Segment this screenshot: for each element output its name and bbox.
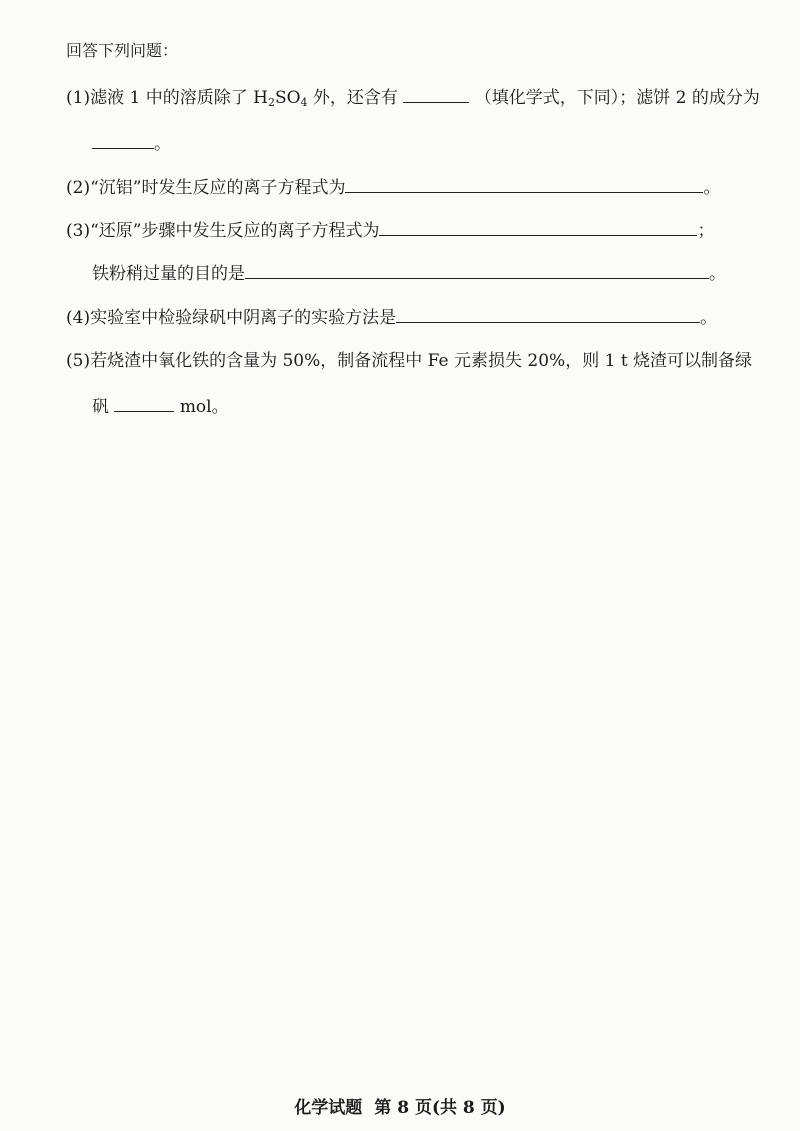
q1-text-d: （填化学式，下同）；滤饼 2 的成分为 — [474, 88, 760, 108]
q5-text: (5)若烧渣中氧化铁的含量为 50%，制备流程中 Fe 元素损失 20%，则 1 t 烧渣可以制备绿 — [66, 351, 753, 371]
question-4 — [66, 306, 717, 329]
page-footer — [0, 1093, 800, 1118]
q4-end: 。 — [700, 308, 718, 328]
question-1-cont — [92, 132, 171, 155]
q5-text2a: 矾 — [92, 397, 109, 417]
q3-text: (3)“还原”步骤中发生反应的离子方程式为 — [66, 221, 380, 241]
question-3-cont — [92, 262, 726, 285]
q1-text-b: SO — [274, 88, 301, 108]
q3-text2: 铁粉稍过量的目的是 — [92, 264, 245, 284]
q1-answer-blank-1[interactable] — [403, 86, 469, 103]
question-2 — [66, 176, 720, 199]
footer-subject: 化学试题 — [294, 1098, 363, 1118]
q5-answer-blank[interactable] — [114, 395, 174, 412]
question-1 — [66, 86, 760, 114]
question-5-cont — [92, 395, 229, 418]
q3-answer-blank-1[interactable] — [379, 219, 697, 236]
question-5 — [66, 350, 752, 372]
q3-answer-blank-2[interactable] — [245, 262, 709, 279]
q1-subscript-4: 4 — [300, 96, 308, 109]
q2-text: (2)“沉铝”时发生反应的离子方程式为 — [66, 178, 346, 198]
question-3 — [66, 219, 714, 242]
q3-end1: ； — [697, 221, 715, 241]
q1-text-c: 外，还含有 — [307, 88, 398, 108]
q5-unit: mol。 — [179, 397, 229, 417]
q4-text: (4)实验室中检验绿矾中阴离子的实验方法是 — [66, 308, 397, 328]
q3-end2: 。 — [709, 264, 726, 284]
q1-answer-blank-2[interactable] — [92, 132, 154, 149]
footer-page-number: 第 8 页(共 8 页) — [374, 1098, 506, 1118]
intro-text: 回答下列问题： — [66, 41, 179, 60]
q1-text-a: (1)滤液 1 中的溶质除了 H — [66, 88, 268, 108]
q1-subscript-2: 2 — [267, 96, 275, 109]
q4-answer-blank[interactable] — [396, 306, 700, 323]
q2-answer-blank[interactable] — [345, 176, 703, 193]
q1-end: 。 — [154, 134, 171, 154]
q2-end: 。 — [703, 178, 721, 198]
